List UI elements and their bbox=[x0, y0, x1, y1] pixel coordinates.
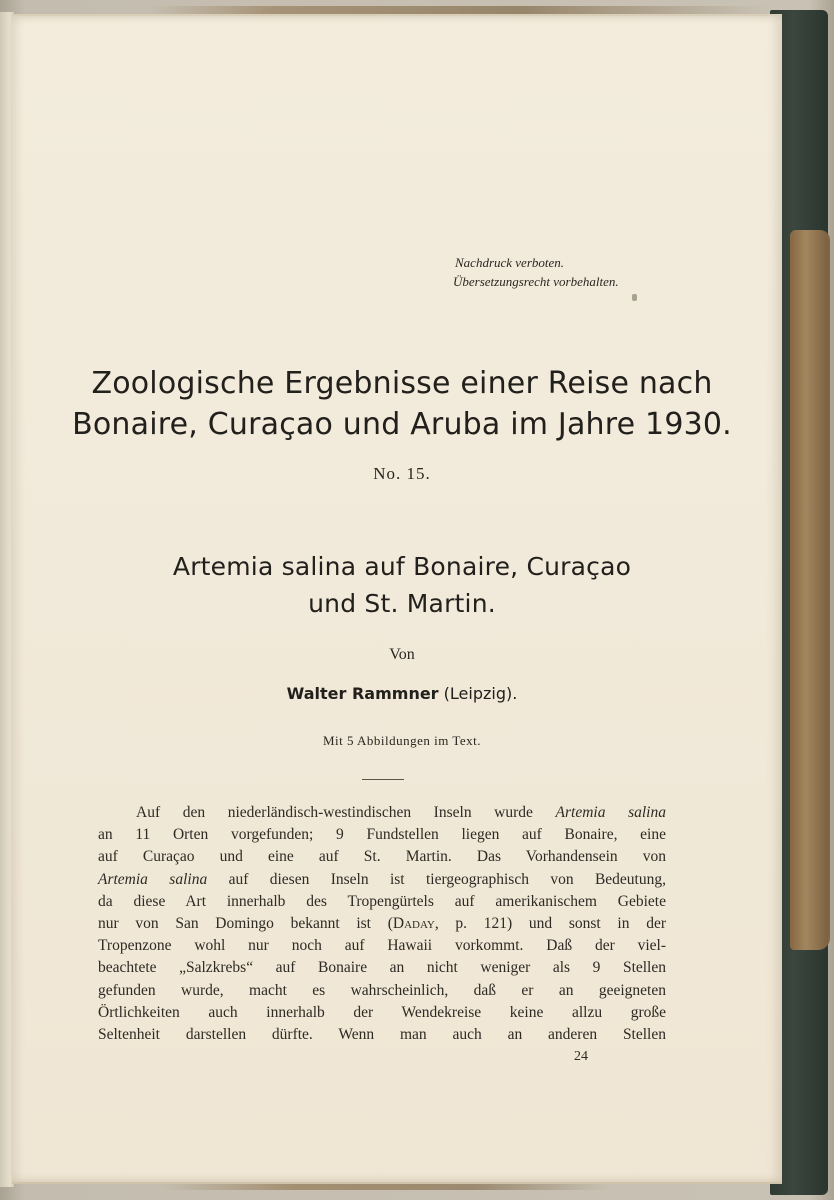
article-title-line-1: Artemia salina auf Bonaire, Curaçao bbox=[172, 552, 632, 581]
species-name: Artemia salina bbox=[98, 870, 208, 888]
author-affiliation: (Leipzig). bbox=[443, 684, 518, 703]
main-title-line-2: Bonaire, Curaçao und Aruba im Jahre 1930. bbox=[72, 407, 732, 442]
section-divider bbox=[362, 779, 404, 780]
translation-rights-notice: Übersetzungsrecht vorbehalten. bbox=[453, 274, 619, 289]
series-number: No. 15. bbox=[373, 464, 431, 483]
main-title-line-1: Zoologische Ergebnisse einer Reise nach bbox=[91, 366, 713, 401]
author-name: Walter Rammner bbox=[286, 684, 439, 703]
species-name: Artemia salina bbox=[555, 804, 666, 821]
article-title-line-2: und St. Martin. bbox=[308, 589, 496, 618]
body-line: Artemia salina auf diesen Inseln ist tiergeographisch von Bedeutung, bbox=[98, 870, 666, 888]
body-line: beachtete „Salzkrebs“ auf Bonaire an nicht weniger als 9 Stellen bbox=[98, 959, 666, 977]
ink-speck bbox=[632, 294, 637, 301]
body-line: Tropenzone wohl nur noch auf Hawaii vorkommt. Daß der viel- bbox=[98, 937, 666, 955]
reprint-notice: Nachdruck verboten. bbox=[455, 255, 565, 270]
cited-author: Daday bbox=[392, 914, 435, 932]
worn-cover-spine bbox=[790, 230, 830, 950]
figures-note: Mit 5 Abbildungen im Text. bbox=[322, 733, 482, 748]
byline-von: Von bbox=[389, 646, 415, 663]
body-line: auf Curaçao und eine auf St. Martin. Das Vorhandensein von bbox=[98, 848, 666, 866]
author-line bbox=[72, 684, 732, 703]
body-line: da diese Art innerhalb des Tropengürtels auf amerikanischem Gebiete bbox=[98, 892, 666, 910]
body-line: an 11 Orten vorgefunden; 9 Fundstellen liegen auf Bonaire, eine bbox=[98, 826, 666, 844]
body-line: gefunden wurde, macht es wahrscheinlich, daß er an geeigneten bbox=[98, 981, 666, 999]
book-page bbox=[12, 14, 782, 1184]
body-line: Seltenheit darstellen dürfte. Wenn man auch an anderen Stellen bbox=[98, 1025, 666, 1043]
body-paragraph bbox=[98, 802, 666, 1046]
body-line: Auf den niederländisch-westindischen Inseln wurde Artemia salina bbox=[136, 804, 666, 821]
body-line: nur von San Domingo bekannt ist (Daday, p. 121) und sonst in der bbox=[98, 914, 666, 932]
body-line: Örtlichkeiten auch innerhalb der Wendekreise keine allzu große bbox=[98, 1003, 666, 1021]
page-number: 24 bbox=[574, 1049, 588, 1064]
